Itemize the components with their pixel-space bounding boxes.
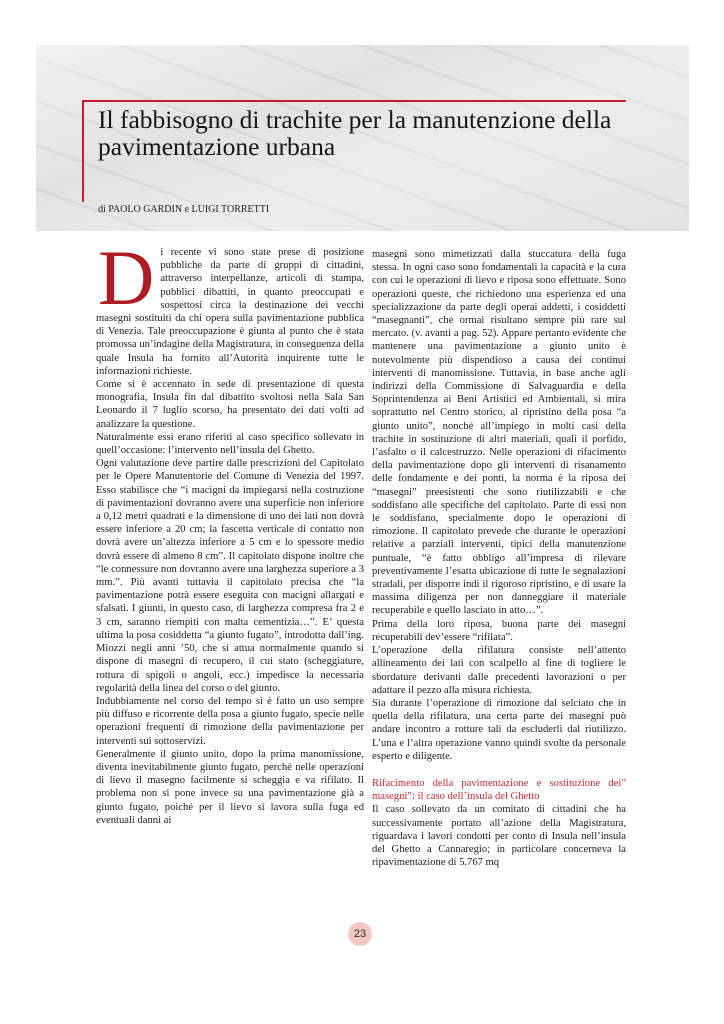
article-byline: di PAOLO GARDIN e LUIGI TORRETTI	[98, 204, 270, 215]
section-subheading: Rifacimento della pavimentazione e sostituzione dei” masegni”: il caso dell’insula del Ghetto	[372, 777, 626, 803]
paragraph: Ogni valutazione deve partire dalle prescrizioni del Capitolato per le Opere Manutentorie del Comune di Venezia del 1997. Esso stabilisce che “i macigni da impiegarsi nella costruzione di pavimentazioni dovranno avere una superficie non inferiore a 0,12 metri quadrati e la dimensione di uno dei lati non dovrà essere inferiore a 20 cm; la fascetta verticale di contatto non dovrà avere un’altezza inferiore a 5 cm e lo spessore medio dovrà essere di almeno 8 cm”. Il capitolato dispone inoltre che “le connessure non dovranno avere una larghezza superiore a 3 mm.”. Più avanti tuttavia il capitolato precisa che “la pavimentazione potrà essere eseguita con macigni allargati e sfalsati. I giunti, in questo caso, di larghezza compresa fra 2 e 3 cm, saranno riempiti con malta cementizia…”. E’ questa ultima la posa cosiddetta “a giunto fugato”, introdotta dall’ing. Miozzi negli anni ’50, che si attua normalmente quando si dispone di masegni di recupero, il cui stato (scheggiature, rottura di spigoli o angoli, ecc.) impedisce la necessaria regolarità della linea del corso o del giunto.	[96, 458, 364, 694]
right-column	[372, 248, 626, 869]
drop-cap: D	[98, 234, 155, 321]
paragraph: Naturalmente essi erano riferiti al caso specifico sollevato in quell’occasione: l’intervento nell’insula del Ghetto.	[96, 431, 364, 457]
paragraph: Il caso sollevato da un comitato di cittadini che ha successivamente portato all’azione della Magistratura, riguardava i lavori condotti per conto di Insula nell’insula del Ghetto a Cannaregio; in particolare concerneva la ripavimentazione di 5.767 mq	[372, 804, 626, 869]
paragraph: Come si è accennato in sede di presentazione di questa monografia, Insula fin dal dibattito svoltosi nella Sala San Leonardo il 7 luglio scorso, ha presentato dei dati volti ad analizzare la questione.	[96, 379, 364, 430]
paragraph: Prima della loro riposa, buona parte dei masegni recuperabili dev’essere “rifilata”.	[372, 618, 626, 643]
paragraph: masegni sono mimetizzati dalla stuccatura della fuga stessa. In ogni caso sono fondamentali la capacità e la cura con cui le operazioni di lievo e riposa sono effettuate. Sono operazioni queste, che richiedono una esperienza ed una specializzazione da parte degli operai addetti, i cosiddetti “masegnanti”, che ormai risultano sempre più rare sul mercato. (v. avanti a pag. 52). Appare pertanto evidente che mantenere una pavimentazione a giunto unito è notevolmente più dispendioso a causa dei continui interventi di manomissione. Tuttavia, in base anche agli indirizzi della Commissione di Salvaguardia e della Soprintendenza ai Beni Artistici ed Ambientali, si mira soprattutto nel Centro storico, al ripristino della posa “a giunto unito”, nonché all’impiego in molti casi della trachite in sostituzione di altri materiali, quali il porfido, l’asfalto o il calcestruzzo. Nelle operazioni di rifacimento della pavimentazione dopo gli interventi di risanamento delle fondamente e dei ponti, la norma è la riposa dei “masegni” preesistenti che sono riutilizzabili e che soddisfano alle specifiche del capitolato. Parte di essi non le soddisfano, specialmente dopo le operazioni di rimozione. Il capitolato prevede che durante le operazioni relative a parziali interventi, tipici della manutenzione puntuale, “è fatto obbligo all’impresa di rilevare preventivamente l’esatta ubicazione di tutte le segnalazioni stradali, per disporre indi il rigoroso ripristino, e di usare la massima diligenza per non danneggiare il materiale recuperabile e quello lasciato in atto…”.	[372, 249, 626, 617]
paragraph: L’operazione della rifilatura consiste nell’attento allineamento dei lati con scalpello al fine di togliere le sbordature derivanti dalle precedenti lavorazioni o per adattare il pezzo alla misura richiesta.	[372, 645, 626, 696]
paragraph: i recente vi sono state prese di posizione pubbliche da parte di gruppi di cittadini, attraverso interpellanze, articoli di stampa, pubblici dibattiti, in quanto preoccupati e sospettosi circa la destinazione dei vecchi masegni sostituiti da chi opera sulla pavimentazione pubblica di Venezia. Tale preoccupazione è giunta al punto che è stata promossa un’indagine della Magistratura, in conseguenza della quale Insula ha fornito all’Autorità inquirente tutte le informazioni richieste.	[96, 247, 364, 377]
title-rule-horizontal	[82, 100, 626, 102]
title-rule-vertical	[82, 100, 84, 202]
paragraph: Generalmente il giunto unito, dopo la prima manomissione, diventa inevitabilmente giunto fugato, perché nelle operazioni di lievo il masegno facilmente si scheggia e va rifilato. Il problema non si pone invece su una pavimentazione già a giunto fugato, poiché per il lievo si lavora sulla fuga ed eventuali danni ai	[96, 748, 364, 826]
page-number: 23	[348, 922, 372, 946]
left-column	[96, 234, 364, 827]
paragraph: Sia durante l’operazione di rimozione dal selciato che in quella della rifilatura, una certa parte dei masegni può andare incontro a rotture tali da escluderli dal riutilizzo. L’una e l’altra operazione vanno quindi svolte da personale esperto e diligente.	[372, 697, 626, 762]
paragraph: Indubbiamente nel corso del tempo si è fatto un uso sempre più diffuso e ricorrente della posa a giunto fugato, specie nelle operazioni frequenti di rimozione della pavimentazione per interventi sui sottoservizi.	[96, 695, 364, 747]
article-title: Il fabbisogno di trachite per la manutenzione della pavimentazione urbana	[98, 105, 612, 161]
